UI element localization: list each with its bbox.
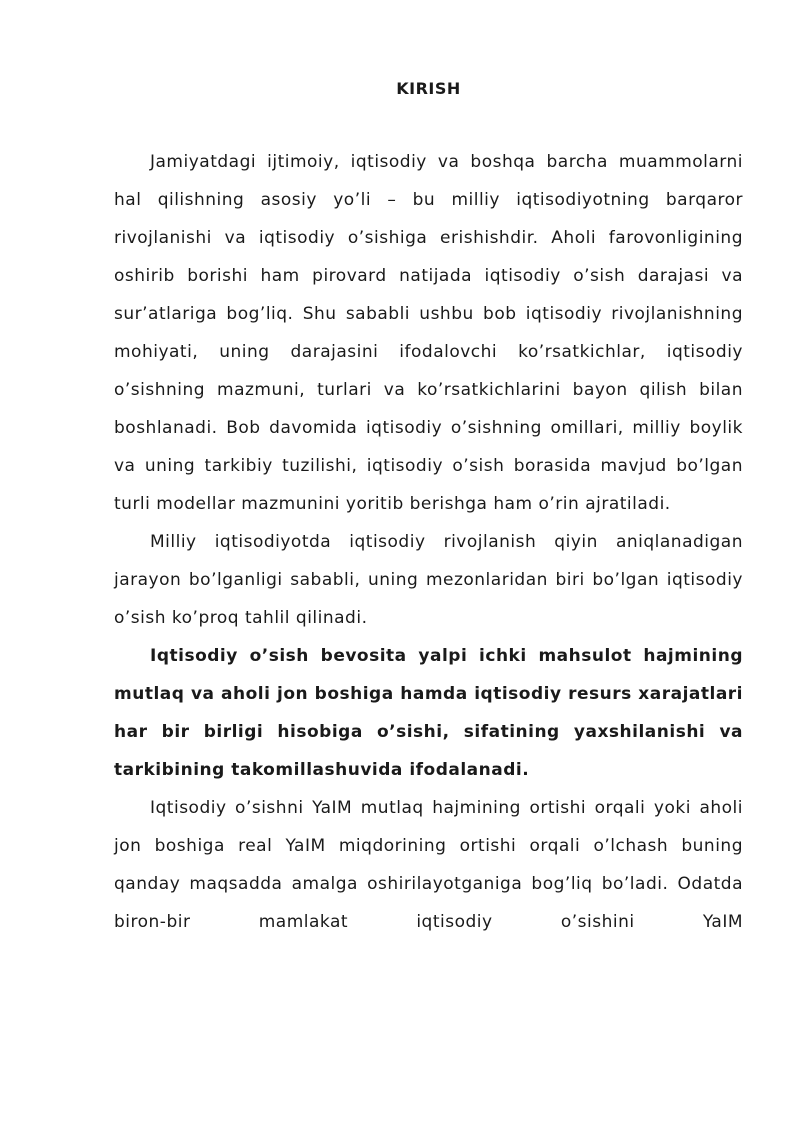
document-page xyxy=(114,74,743,941)
page-title: KIRISH xyxy=(396,79,461,98)
paragraph-development: Milliy iqtisodiyotda iqtisodiy rivojlanish qiyin aniqlanadigan jarayon bo’lganligi sababli, uning mezonlaridan biri bo’lgan iqtisodiy o’sish ko’proq tahlil qilinadi. xyxy=(114,532,743,628)
paragraph-measurement: Iqtisodiy o’sishni YaIM mutlaq hajmining ortishi orqali yoki aholi jon boshiga real YaIM miqdorining ortishi orqali o’lchash buning qanday maqsadda amalga oshirilayotganiga bog’liq bo’ladi. Odatda biron-bir mamlakat iqtisodiy o’sishini YaIM xyxy=(114,798,743,932)
paragraph-definition: Iqtisodiy o’sish bevosita yalpi ichki mahsulot hajmining mutlaq va aholi jon boshiga hamda iqtisodiy resurs xarajatlari har bir birligi hisobiga o’sishi, sifatining yaxshilanishi va tarkibining takomillashuvida ifodalanadi. xyxy=(114,646,743,780)
paragraph-intro: Jamiyatdagi ijtimoiy, iqtisodiy va boshqa barcha muammolarni hal qilishning asosiy yo’li – bu milliy iqtisodiyotning barqaror rivojlanishi va iqtisodiy o’sishiga erishishdir. Aholi farovonligining oshirib borishi ham pirovard natijada iqtisodiy o’sish darajasi va sur’atlariga bog’liq. Shu sababli ushbu bob iqtisodiy rivojlanishning mohiyati, uning darajasini ifodalovchi ko’rsatkichlar, iqtisodiy o’sishning mazmuni, turlari va ko’rsatkichlarini bayon qilish bilan boshlanadi. Bob davomida iqtisodiy o’sishning omillari, milliy boylik va uning tarkibiy tuzilishi, iqtisodiy o’sish borasida mavjud bo’lgan turli modellar mazmunini yoritib berishga ham o’rin ajratiladi. xyxy=(114,152,743,514)
